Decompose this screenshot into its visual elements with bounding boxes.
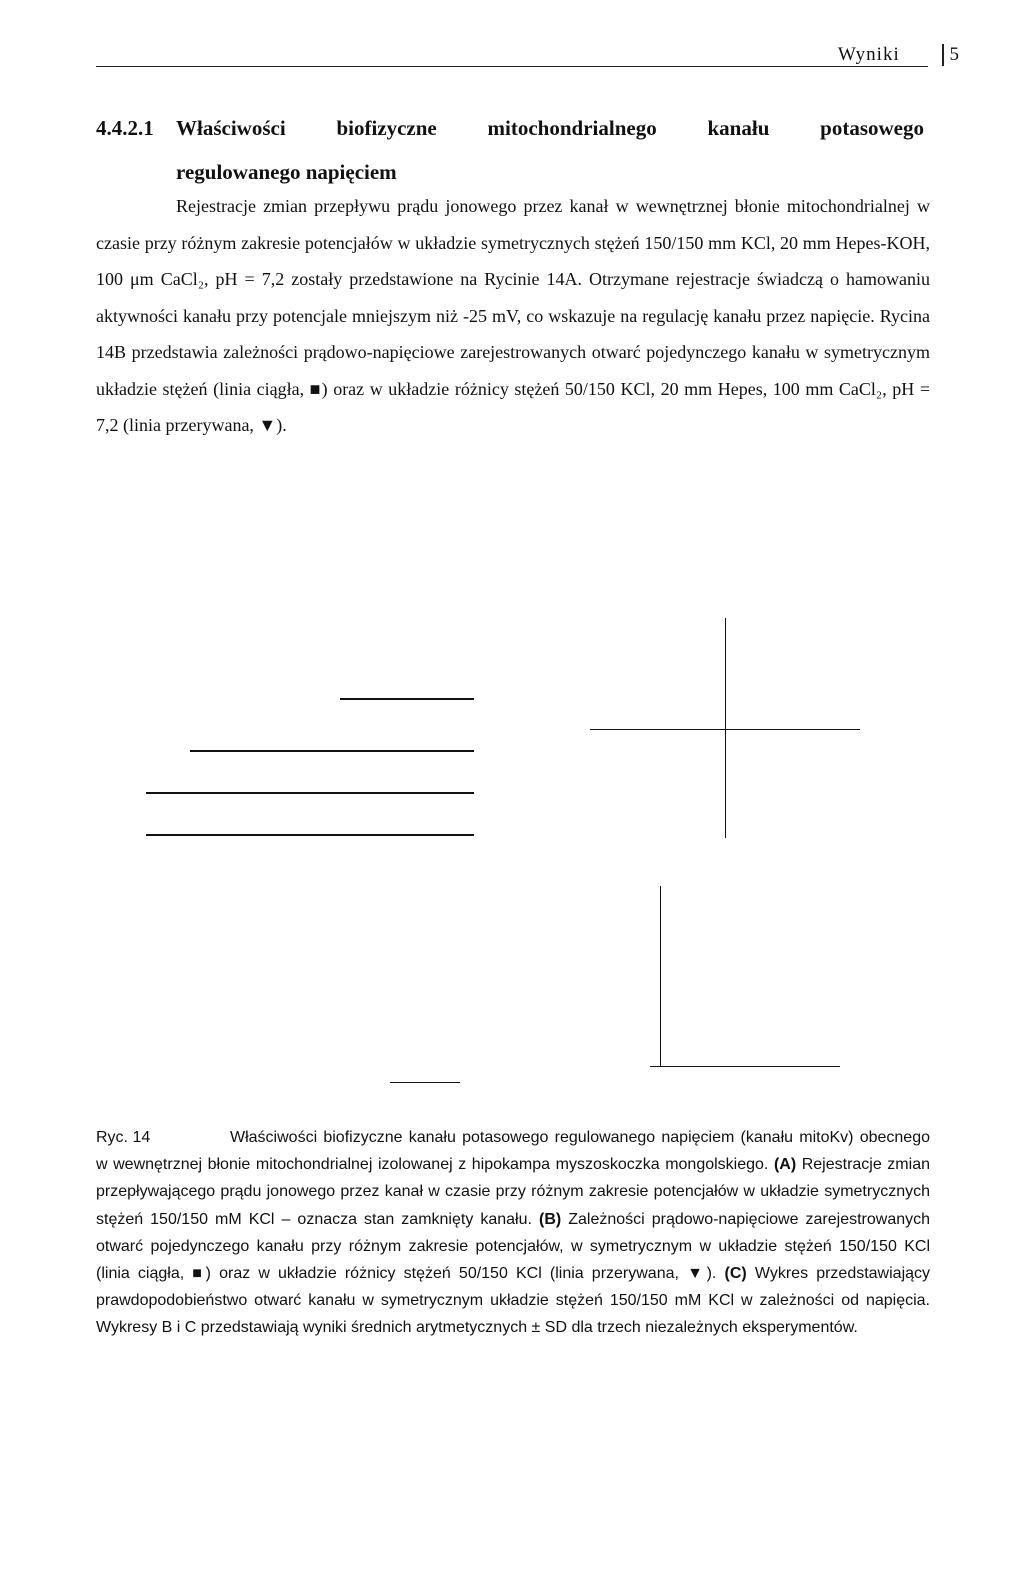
section-title-line2: regulowanego napięciem xyxy=(176,160,397,184)
caption-marker-a: (A) xyxy=(773,1156,797,1174)
trace-2 xyxy=(190,750,474,752)
page-number: 5 xyxy=(942,44,961,66)
scale-bar xyxy=(390,1082,460,1083)
header-rule xyxy=(96,66,928,67)
caption-label: Ryc. 14 xyxy=(96,1129,151,1146)
figure-14 xyxy=(0,600,1024,1120)
trace-4 xyxy=(146,834,474,836)
caption-text-b: Zależności prądowo-napięciowe zarejestrowanych otwarć pojedynczego kanału przy różnym zakresie potencjałów, w symetrycznym w układzie stężeń 150/150 KCl (linia ciągła, ■) oraz w układzie różnicy stężeń 50/150 KCl (linia przerywana, ▼). xyxy=(96,1210,931,1283)
caption-marker-b: (B) xyxy=(538,1210,562,1228)
section-heading xyxy=(96,106,930,194)
trace-3 xyxy=(146,792,474,794)
caption-text-a: Rejestracje zmian przepływającego prądu jonowego przez kanał w czasie przy różnym zakresie potencjałów w układzie symetrycznych stężeń 150/150 mM KCl – oznacza stan zamknięty kanału. xyxy=(96,1156,930,1228)
caption-text-c: Wykres przedstawiający prawdopodobieństwo otwarć kanału w symetrycznym układzie stężeń 150/150 mM KCl w zależności od napięcia. Wykresy B i C przedstawiają wyniki średnich arytmetycznych ± SD dla trzech niezależnych eksperymentów. xyxy=(96,1265,931,1337)
caption-marker-c: (C) xyxy=(724,1265,747,1283)
panel-c-x-axis xyxy=(650,1066,840,1067)
panel-b-x-axis xyxy=(590,729,860,730)
panel-b-y-axis xyxy=(725,618,726,838)
section-title-line1: Właściwości biofizyczne mitochondrialnego kanału potasowego xyxy=(176,116,924,140)
caption-intro: Właściwości biofizyczne kanału potasowego regulowanego napięciem (kanału mitoKv) obecnego w wewnętrznej błonie mitochondrialnej izolowanej z hipokampa myszoskoczka mongolskiego. xyxy=(96,1129,930,1174)
figure-caption xyxy=(96,1124,930,1342)
running-title: Wyniki xyxy=(837,44,900,65)
running-header xyxy=(838,44,960,66)
section-number: 4.4.2.1 xyxy=(96,116,154,140)
panel-c-y-axis xyxy=(660,886,661,1066)
trace-1 xyxy=(340,698,474,700)
body-paragraph: Rejestracje zmian przepływu prądu jonowego przez kanał w wewnętrznej błonie mitochondrialnej w czasie przy różnym zakresie potencjałów w układzie symetrycznych stężeń 150/150 mm KCl, 20 mm Hepes-KOH, 100 μm CaCl₂, pH = 7,2 zostały przedstawione na Rycinie 14A. Otrzymane rejestracje świadczą o hamowaniu aktywności kanału przy potencjale mniejszym niż -25 mV, co wskazuje na regulację kanału przez napięcie. Rycina 14B przedstawia zależności prądowo-napięciowe zarejestrowanych otwarć pojedynczego kanału w symetrycznym układzie stężeń (linia ciągła, ■) oraz w układzie różnicy stężeń 50/150 KCl, 20 mm Hepes, 100 mm CaCl₂, pH = 7,2 (linia przerywana, ▼). xyxy=(96,196,930,435)
